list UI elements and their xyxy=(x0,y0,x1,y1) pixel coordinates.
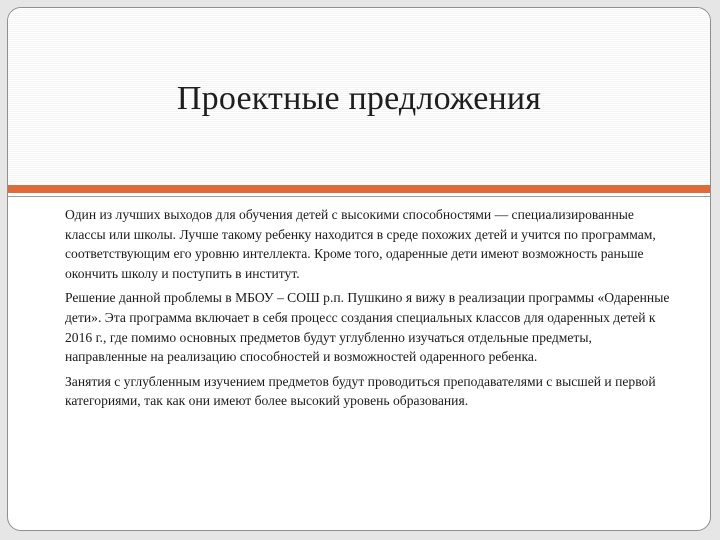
slide-title: Проектные предложения xyxy=(176,80,542,117)
thin-divider xyxy=(8,196,710,197)
slide xyxy=(7,7,711,531)
paragraph-3: Занятия с углубленным изучением предметов будут проводиться преподавателями с высшей и первой категориями, так как они имеют более высокий уровень образования. xyxy=(65,373,656,409)
paragraph-2: Решение данной проблемы в МБОУ – СОШ р.п. Пушкино я вижу в реализации программы «Одаренные дети». Эта программа включает в себя процесс создания специальных классов для одаренных детей к 2016 г., где помимо основных предметов будут углубленно изучаться отдельные предметы, направленные на реализацию способностей и возможностей одаренного ребенка. xyxy=(65,290,670,365)
paragraph-1: Один из лучших выходов для обучения детей с высокими способностями — специализированные классы или школы. Лучше такому ребенку находится в среде похожих детей и учится по программам, соответствующим его уровню интеллекта. Кроме того, одаренные дети имеют возможность раньше окончить школу и поступить в институт. xyxy=(65,207,656,281)
accent-divider xyxy=(8,185,710,193)
slide-body xyxy=(65,205,670,416)
